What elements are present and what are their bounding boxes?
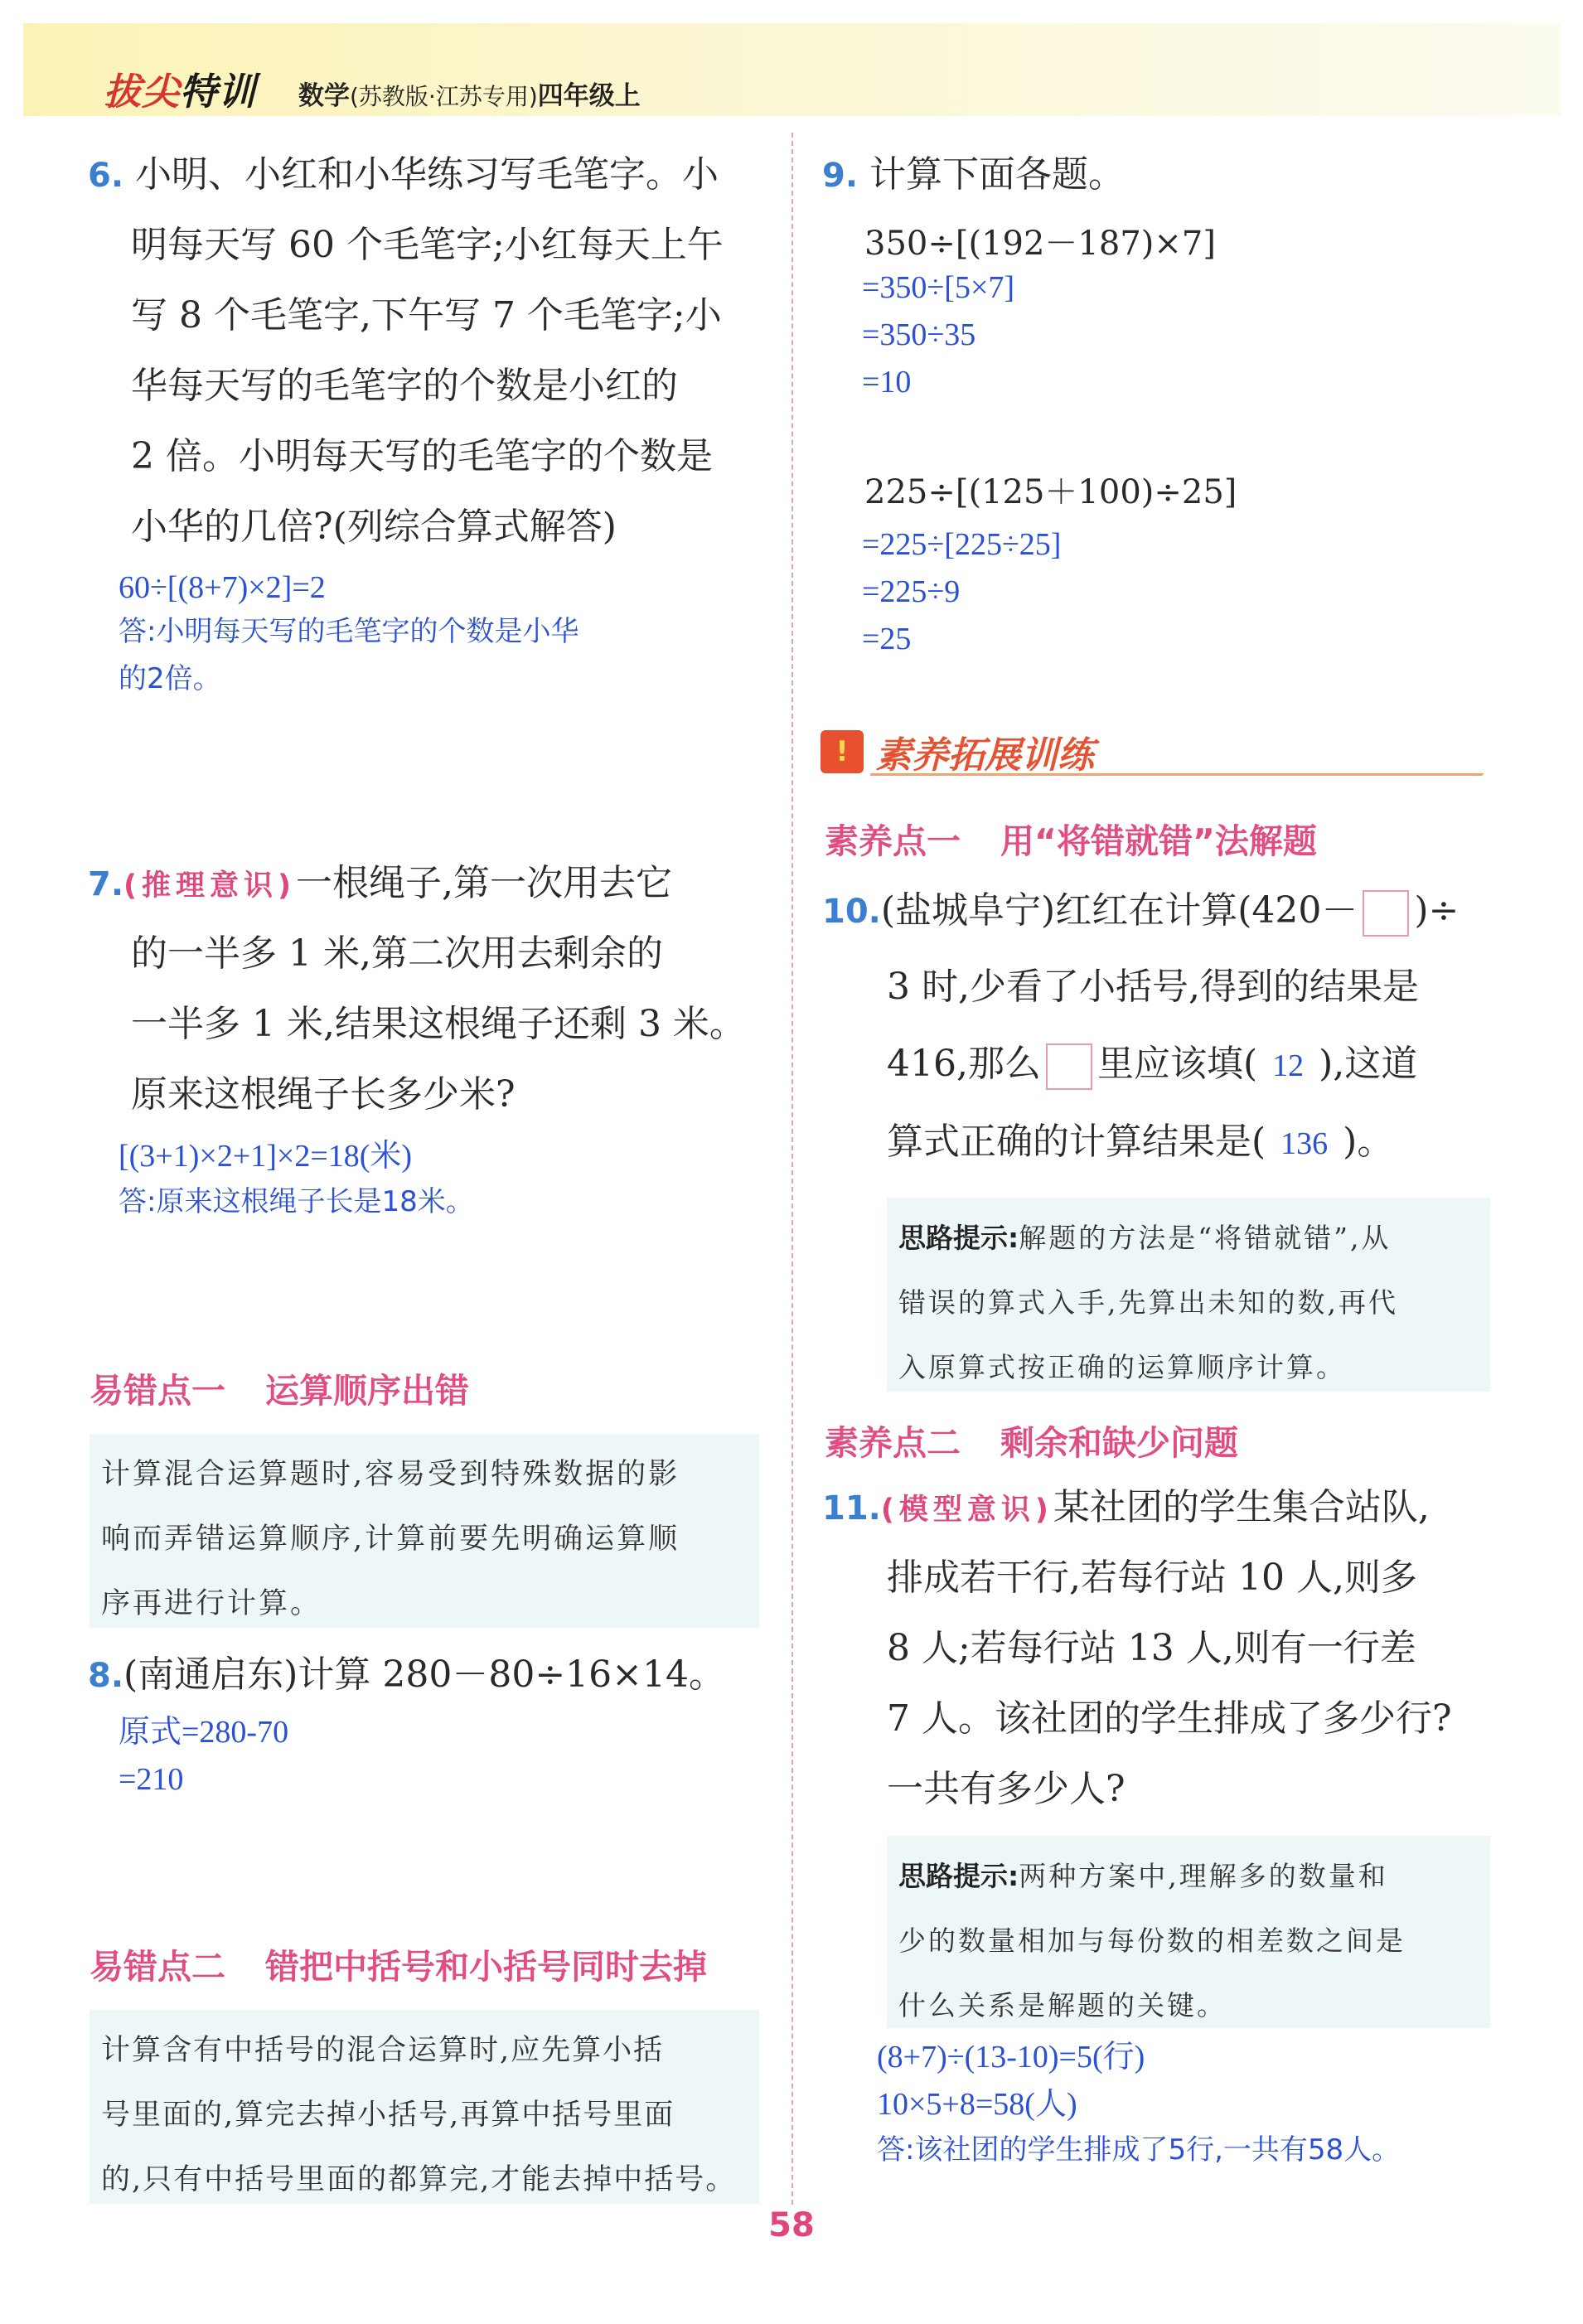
q8-line (88, 1653, 725, 1697)
q8-text: (南通启东)计算 280－80÷16×14。 (123, 1653, 726, 1696)
mistake2-title: 错把中括号和小括号同时去掉 (265, 1947, 707, 1987)
q7-line-3: 一半多 1 米,结果这根绳子还剩 3 米。 (131, 1003, 746, 1045)
q7-answer-text: 答:原来这根绳子长是18米。 (119, 1185, 474, 1218)
extension-underline (870, 773, 1484, 776)
q10-number: 10. (822, 893, 881, 931)
q6-answer-text-2: 的2倍。 (119, 662, 221, 695)
q10-text-3a: 416,那么 (887, 1043, 1041, 1085)
mistake2-hint-box (90, 2010, 759, 2204)
q10-line-3 (887, 1043, 1417, 1090)
q10-hint-label: 思路提示: (898, 1222, 1019, 1254)
q11-number: 11. (822, 1489, 881, 1528)
q7-answer-formula: [(3+1)×2+1]×2=18(米) (119, 1139, 413, 1174)
q10-text-3c: ),这道 (1319, 1043, 1418, 1085)
q7-line-1 (88, 862, 672, 906)
q10-answer-blank-value: 12 (1272, 1048, 1305, 1083)
q6-line-3: 写 8 个毛笔字,下午写 7 个毛笔字;小 (131, 294, 722, 336)
mistake1-hint-line-2: 响而弄错运算顺序,计算前要先明确运算顺 (101, 1523, 680, 1556)
q11-hint-box (887, 1836, 1490, 2028)
q7-number: 7. (88, 865, 124, 903)
q8-answer-2: =210 (119, 1762, 184, 1797)
q11-text-1: 某社团的学生集合站队, (1053, 1486, 1430, 1528)
extension-title: 素养拓展训练 (875, 734, 1094, 777)
q8-answer-1: 原式=280-70 (119, 1715, 289, 1750)
q11-line-3: 8 人;若每行站 13 人,则有一行差 (887, 1627, 1416, 1669)
q11-hint-line-3: 什么关系是解题的关键。 (898, 1989, 1227, 2021)
q11-answer-1: (8+7)÷(13-10)=5(行) (877, 2040, 1145, 2075)
q7-line-4: 原来这根绳子长多少米? (131, 1073, 516, 1116)
q6-line-1 (88, 153, 719, 197)
q9-expr1-step2: =350÷35 (862, 317, 976, 352)
q6-number: 6. (88, 157, 124, 195)
point2-heading (825, 1416, 1238, 1465)
q6-answer-text-1: 答:小明每天写的毛笔字的个数是小华 (119, 615, 579, 648)
extension-banner (821, 725, 1492, 777)
q9-expr2-step1: =225÷[225÷25] (862, 527, 1062, 562)
q9-line (822, 153, 1125, 197)
q10-text-1b: )÷ (1414, 889, 1460, 932)
q11-line-2: 排成若干行,若每行站 10 人,则多 (887, 1557, 1417, 1599)
brand-part2: 特训 (180, 70, 257, 114)
q10-hint-line-1: 解题的方法是“将错就错”,从 (1019, 1222, 1392, 1254)
q6-text-1: 小明、小红和小华练习写毛笔字。小 (135, 153, 719, 196)
exclamation-icon: ! (821, 730, 864, 773)
mistake2-hint-line-2: 号里面的,算完去掉小括号,再算中括号里面 (101, 2099, 675, 2132)
q10-answer-result: 136 (1280, 1126, 1329, 1161)
q10-text-4a: 算式正确的计算结果是( (887, 1121, 1266, 1163)
q10-blank-box-2 (1046, 1043, 1092, 1090)
q8-number: 8. (88, 1657, 124, 1695)
q10-hint-line-3: 入原算式按正确的运算顺序计算。 (898, 1351, 1346, 1383)
point1-heading (825, 814, 1317, 863)
brand-logo (104, 61, 256, 115)
q10-line-4 (887, 1121, 1393, 1164)
q9-number: 9. (822, 157, 859, 195)
book-edition: (苏教版·江苏专用) (350, 83, 538, 110)
q9-expr1-step1: =350÷[5×7] (862, 270, 1015, 305)
mistake1-label: 易错点一 (90, 1371, 225, 1411)
q6-line-4: 华每天写的毛笔字的个数是小红的 (131, 365, 678, 407)
q10-line-1 (822, 889, 1459, 937)
point2-title: 剩余和缺少问题 (1000, 1423, 1238, 1463)
q11-hint-label: 思路提示: (898, 1860, 1019, 1892)
book-info (298, 75, 641, 112)
q11-hint-line-1: 两种方案中,理解多的数量和 (1019, 1860, 1388, 1892)
q9-expr1-step3: =10 (862, 365, 912, 399)
q11-line-1 (822, 1486, 1430, 1530)
q6-answer-formula: 60÷[(8+7)×2]=2 (119, 570, 326, 605)
q10-line-2: 3 时,少看了小括号,得到的结果是 (887, 966, 1419, 1008)
mistake1-hint-box (90, 1434, 759, 1628)
q7-tag: (推理意识) (123, 869, 297, 903)
mistake2-heading (90, 1939, 707, 1988)
point2-label: 素养点二 (825, 1423, 961, 1463)
q11-answer-2: 10×5+8=58(人) (877, 2087, 1077, 2122)
q9-expr1: 350÷[(192－187)×7] (864, 225, 1216, 263)
q11-line-4: 7 人。该社团的学生排成了多少行? (887, 1697, 1452, 1740)
q10-hint-line-2: 错误的算式入手,先算出未知的数,再代 (898, 1286, 1398, 1319)
mistake1-hint-line-1: 计算混合运算题时,容易受到特殊数据的影 (101, 1458, 680, 1491)
mistake1-title: 运算顺序出错 (265, 1371, 469, 1411)
page-number: 58 (768, 2206, 815, 2244)
q7-text-1: 一根绳子,第一次用去它 (296, 862, 673, 904)
q11-hint-line-2: 少的数量相加与每份数的相差数之间是 (898, 1925, 1406, 1957)
q9-expr2-step3: =25 (862, 622, 912, 656)
column-divider (792, 133, 793, 2205)
q6-line-2: 明每天写 60 个毛笔字;小红每天上午 (131, 224, 724, 266)
q9-expr2-step2: =225÷9 (862, 574, 961, 609)
q9-expr2: 225÷[(125＋100)÷25] (864, 473, 1237, 511)
q6-line-6: 小华的几倍?(列综合算式解答) (131, 506, 617, 548)
q6-line-5: 2 倍。小明每天写的毛笔字的个数是 (131, 435, 713, 477)
point1-title: 用“将错就错”法解题 (1000, 821, 1317, 861)
book-subject: 数学 (298, 81, 350, 111)
mistake1-heading (90, 1363, 469, 1412)
brand-part1: 拔尖 (104, 70, 181, 114)
mistake1-hint-line-3: 序再进行计算。 (101, 1587, 322, 1620)
q10-text-4b: )。 (1343, 1121, 1394, 1163)
book-grade: 四年级上 (537, 81, 641, 111)
mistake2-hint-line-1: 计算含有中括号的混合运算时,应先算小括 (101, 2034, 665, 2067)
q10-text-3b: 里应该填( (1096, 1043, 1258, 1085)
point1-label: 素养点一 (825, 821, 961, 861)
q10-text-1a: (盐城阜宁)红红在计算(420－ (880, 889, 1358, 932)
q10-blank-box-1 (1363, 890, 1409, 937)
q11-line-5: 一共有多少人? (887, 1768, 1126, 1810)
mistake2-hint-line-3: 的,只有中括号里面的都算完,才能去掉中括号。 (101, 2163, 737, 2196)
mistake2-label: 易错点二 (90, 1947, 225, 1987)
q7-line-2: 的一半多 1 米,第二次用去剩余的 (131, 932, 663, 975)
q9-title: 计算下面各题。 (869, 153, 1126, 196)
q10-hint-box (887, 1198, 1490, 1392)
q11-answer-3: 答:该社团的学生排成了5行,一共有58人。 (877, 2133, 1401, 2167)
q11-tag: (模型意识) (880, 1494, 1053, 1527)
